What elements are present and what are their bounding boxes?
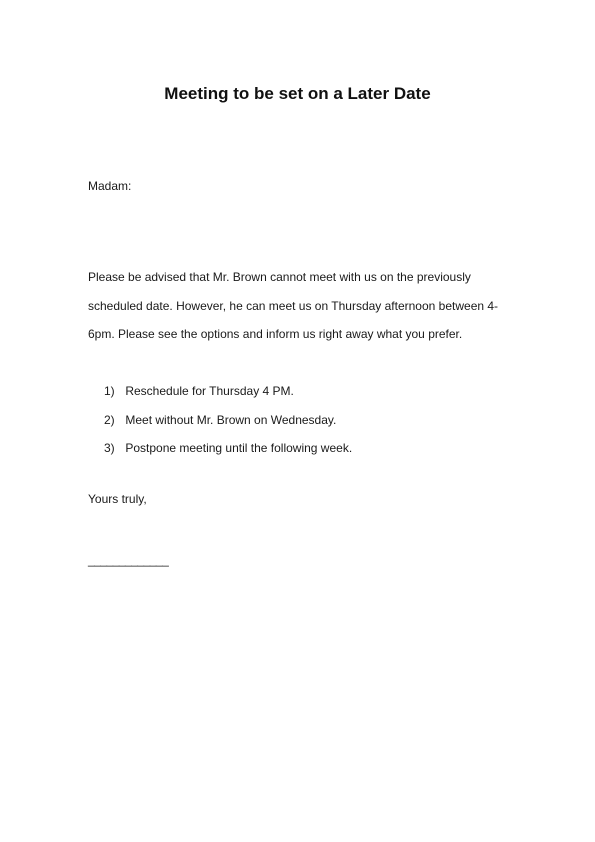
options-list <box>104 377 352 463</box>
option-text: Meet without Mr. Brown on Wednesday. <box>125 412 337 427</box>
body-line: 6pm. Please see the options and inform us right away what you prefer. <box>88 327 463 341</box>
option-number: 2) <box>104 412 115 427</box>
option-text: Postpone meeting until the following week. <box>125 441 353 455</box>
option-item <box>104 434 352 463</box>
closing: Yours truly, <box>88 492 147 506</box>
body-line: Please be advised that Mr. Brown cannot meet with us on the previously <box>88 270 471 284</box>
option-number: 3) <box>104 441 115 455</box>
option-text: Reschedule for Thursday 4 PM. <box>125 384 294 398</box>
signature-line: _____________ <box>88 553 169 567</box>
body-paragraph <box>88 263 508 349</box>
salutation: Madam: <box>88 179 132 193</box>
option-item <box>104 406 352 435</box>
option-number: 1) <box>104 384 115 398</box>
document-title: Meeting to be set on a Later Date <box>164 84 431 103</box>
body-line: scheduled date. However, he can meet us on Thursday afternoon between 4- <box>88 298 499 313</box>
option-item <box>104 377 352 406</box>
